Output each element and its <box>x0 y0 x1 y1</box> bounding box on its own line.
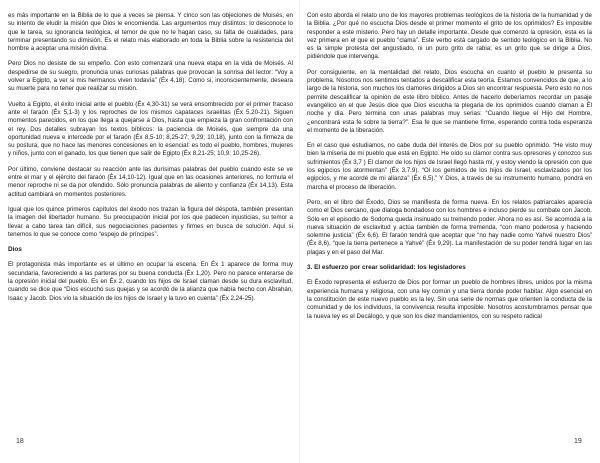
left-page <box>8 12 293 452</box>
right-page <box>307 12 592 452</box>
page-number: 18 <box>16 438 24 445</box>
section-heading: 3. El esfuerzo por crear solidaridad: los legisladores <box>307 264 466 272</box>
paragraph: Pero, en el libro del Éxodo, Dios se manifiesta de forma nueva. En los relatos patriarcales aparecía como el Dios cercano, que dialoga bondadoso con los hombres e incluso pierde su combate con Jacob. Sólo en el episodio de Sodoma queda insinuado su tremendo poder. Ahora no es así. Se acomoda a la nueva situación de esclavitud y actúa también de forma tremenda, “con mano poderosa y haciendo solemne justicia” (Éx 6,6). El faraón tendrá que aceptar que “no hay nadie como Yahvé nuestro Dios” (Éx 8,6), “que la tierra pertenece a Yahvé” (Éx 9,29). La manifestación de su poder tendrá lugar en las plagas y en el paso del Mar. <box>307 198 592 256</box>
paragraph: Con esto aborda el relato uno de los mayores problemas teológicos de la historia de la humanidad y de la Biblia. ¿Por qué no escucha Dios desde el primer momento el grito de los oprimidos? Es imposible responder a este misterio. Pero hay un detalle importante. Desde que comenzó la opresión, esta es la vez primera en el que el pueblo “clama”. Este verbo está cargado de sentido teológico en la Biblia. No es la simple protesta del angustiado, ni un puro grito de rabia; es un grito que se dirige a Dios, pidiéndole que intervenga. <box>307 12 592 61</box>
paragraph: El protagonista más importante es el último en ocupar la escena. En Éx 1 aparece de forma muy secundaria, favoreciendo a las parteras por su buena conducta (Éx 1,20). Pero no parece enterarse de la opresión inicial del pueblo. Es en Éx 2, cuando los hijos de Israel claman desde su dura esclavitud, cuando se dice que “Dios escuchó sus quejas y se acordó de la alianza que había hecho con Abrahán, Isaac y Jacob. Dios vio la situación de los hijos de Israel y la tuvo en cuenta” (Éx 2,24-25). <box>8 261 293 302</box>
paragraph: Vuelto a Egipto, el éxito inicial ante el pueblo (Éx 4,30-31) se verá ensombrecido por el primer fracaso ante el faraón (Éx 5,1-3) y los reproches de los mismos capataces israelitas (Éx 5,20-21). Siguen momentos parecidos, en los que llega a quejarse a Dios, hasta que empieza la gran confrontación con el rey. Dos detalles subrayan los textos bíblicos: la paciencia de Moisés, que siempre da una oportunidad nueva e intercede por el faraón (Éx 8,5-10; 8,25-27; 9,29; 10,18), junto con la firmeza de su postura, que no hace las menores concesiones en lo esencial: es todo el pueblo, hombres, mujeres y niños, junto con el ganado, los que tienen que salir de Egipto (Éx 8,21-25; 10,9; 10,25-26). <box>8 100 293 158</box>
page-gutter <box>299 0 300 463</box>
page-number: 19 <box>574 438 582 445</box>
paragraph: El Éxodo representa el esfuerzo de Dios por formar un pueblo de hombres libres, unidos por la misma experiencia humana y religiosa, con una ley común y una tierra donde poder habitar. Algo esencial en la constitución de este nuevo pueblo es la ley. Sin una serie de normas que orienten la conducta de la comunidad y de los individuos, la convivencia resulta imposible. Nosotros acostumbramos pensar que la nueva ley es el Decálogo, y que son los diez mandamientos, con su respeto radical <box>307 279 592 320</box>
paragraph: es más importante en la Biblia de lo que a veces se piensa. Y cinco son las objeciones de Moisés, en su intento de eludir la misión que Dios le encomienda. Las argumentos muy distintos: lo desconoce lo que le tarea, su ignorancia teológica, el temor de que no le hagan caso, su falta de cualidades, para terminar presentando su dimisión. Es el relato más elaborado en toda la Biblia sobre la resistencia del hombre a aceptar una misión divina. <box>8 12 293 53</box>
paragraph: Por consiguiente, en la mentalidad del relato, Dios escucha en cuanto el pueblo le presenta su problema. Nosotros nos sentimos tentados a descalificar esta teoría. Estamos convencidos de que, a lo largo de la historia, son muchos los clamores dirigidos a Dios sin encontrar respuesta. Pero esto no nos permite descalificar la opinión de este libro bíblico. Antes de hacerlo deberíamos recordar un pasaje evangélico en el que Jesús dice que Dios escucha la plegaria de los oprimidos cuando claman a Él noche y día. Pero termina con unas palabras muy serias: “Cuando llegue el Hijo del Hombre, ¿encontrará esta fe sobre la tierra?”. Esa fe que se mantiene firme, esperando contra toda esperanza el momento de la liberación. <box>307 68 592 134</box>
paragraph: Por último, conviene destacar su reacción ante las durísimas palabras del pueblo cuando este se ve entre el mar y el ejército del faraón (Éx 14,10-12). Igual que en las ocasiones anteriores, no formula el menor reproche ni se da por ofendido. Sólo pronuncia palabras de aliento y confianza (Éx 14,13). Esta actitud cambiará en momentos posteriores. <box>8 165 293 198</box>
paragraph: Pero Dios no desiste de su empeño. Con esto comenzará una nueva etapa en la vida de Moisés. Al despedirse de su suegro, pronuncia unas curiosas palabras que provocan la sonrisa del lector: “Voy a volver a Egipto, a ver si mis hermanos viven todavía” (Éx 4,18). Como si, inconscientemente, deseara su muerte para no tener que realizar su misión. <box>8 60 293 93</box>
paragraph: Igual que los quince primeros capítulos del éxodo nos trazan la figura del déspota, también presentan la imagen del libertador humano. Su preocupación inicial por los que padecen injusticias, su temor a llevar a cabo tarea tan difícil, sus negociaciones pacientes y firmes en busca de solución. Aquí si tenemos lo que se conoce como “espejo de príncipes”. <box>8 205 293 238</box>
paragraph: En el caso que estudiamos, no cabe duda del interés de Dios por su pueblo oprimido. “He visto muy bien la miseria de mi pueblo que está en Egipto. He oído su clamor contra sus opresores y conozco sus sufrimientos (Éx 3,7 ) El clamor de los hijos de Israel llegó hasta mí, y estoy viendo la opresión con que los egipcios los atormentan” (Éx 3,7.9). “Oí los gemidos de los hijos de Israel, esclavizados por los egipcios, y me acordé de mi alianza” (Éx 6,5).” Y Dios, a través de su instrumento humano, pondrá en marcha el proceso de liberación. <box>307 142 592 191</box>
section-heading: Dios <box>8 246 22 254</box>
